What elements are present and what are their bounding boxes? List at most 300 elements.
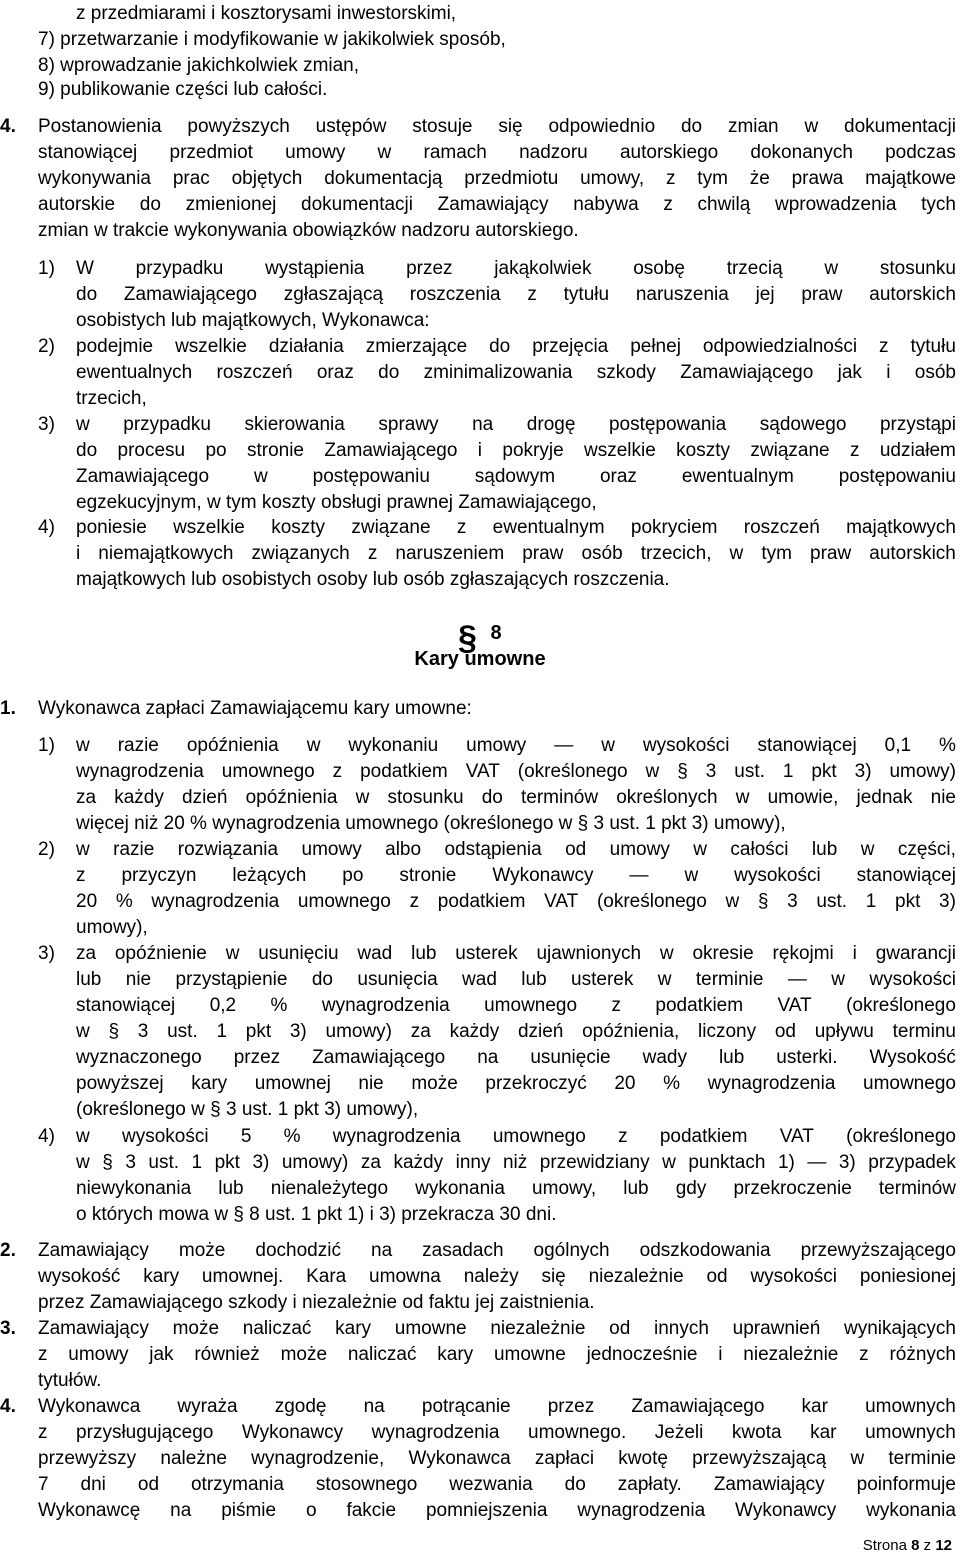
word: Kara — [306, 1266, 347, 1287]
word: punktach — [688, 1152, 766, 1173]
word: w — [76, 414, 90, 435]
text-line — [76, 1045, 956, 1071]
word: wysokości — [869, 969, 956, 990]
text-line — [38, 1472, 956, 1498]
word: dzień — [182, 787, 228, 808]
word: umownego — [863, 1073, 956, 1094]
text-line: trzecich, — [76, 388, 147, 409]
item-number: 2) — [38, 336, 55, 357]
word: 1 — [191, 1152, 203, 1173]
word: autorskich — [869, 284, 956, 305]
word: w — [659, 943, 674, 964]
word: autorskich — [869, 543, 956, 564]
word: naruszeniem — [395, 543, 505, 564]
word: wszelkie — [584, 440, 656, 461]
word: tym — [697, 168, 728, 189]
word: postępowania — [608, 414, 727, 435]
word: Wykonawcę — [38, 1500, 141, 1521]
word: w — [824, 258, 839, 279]
word: związane — [351, 517, 431, 538]
word: zmienionej — [185, 194, 277, 215]
word: umowy, — [532, 1178, 597, 1199]
word: wysokości — [121, 1126, 209, 1147]
word: roszczeń — [216, 362, 293, 383]
word: ust. — [148, 1152, 180, 1173]
text-line — [38, 1446, 956, 1472]
word: 3 — [137, 1021, 149, 1042]
word: na — [170, 1500, 192, 1521]
word: ujawnionych — [536, 943, 642, 964]
word: wad — [357, 943, 393, 964]
word: wysokość — [38, 1266, 121, 1287]
word: wynagrodzenia — [76, 761, 204, 782]
word: pkt — [214, 1152, 240, 1173]
word: poniesie — [76, 517, 147, 538]
word: upływu — [814, 1021, 874, 1042]
word: w — [601, 735, 615, 756]
word: dochodzić — [255, 1240, 341, 1261]
word: umowy — [285, 142, 346, 163]
item-number: 4) — [38, 1126, 55, 1147]
word: jednocześnie — [586, 1344, 698, 1365]
word: wezwania — [449, 1474, 533, 1495]
word: może — [178, 1240, 226, 1261]
word: VAT — [777, 995, 812, 1016]
word: Zamawiający — [38, 1240, 149, 1261]
word: umowy) — [281, 1152, 349, 1173]
word: gwarancji — [875, 943, 956, 964]
text-line — [38, 1264, 956, 1290]
word: lub — [811, 839, 838, 860]
word: dokonanych — [750, 142, 853, 163]
word: wynagrodzenia — [371, 1422, 500, 1443]
word: terminów — [878, 1178, 956, 1199]
word: z — [367, 543, 378, 564]
word: podatkiem — [360, 761, 448, 782]
word: szkody — [596, 362, 656, 383]
item-number: 4) — [38, 517, 55, 538]
word: od — [706, 1266, 728, 1287]
word: VAT — [779, 1126, 814, 1147]
word: roszczenia — [409, 284, 501, 305]
text-line: więcej niż 20 % wynagrodzenia umownego (określonego w § 3 ust. 1 pkt 3) umowy), — [76, 813, 786, 834]
word: Wysokość — [869, 1047, 956, 1068]
word: od — [774, 1021, 796, 1042]
footer-of: z — [923, 1537, 932, 1554]
word: stronie — [399, 865, 457, 886]
word: przypadku — [123, 414, 211, 435]
word: nabywa — [573, 194, 639, 215]
word: 1 — [782, 761, 794, 782]
word: wysokości — [750, 1266, 838, 1287]
text-line: egzekucyjnym, w tym koszty obsługi prawnej Zamawiającego, — [76, 492, 597, 513]
word: w — [355, 787, 370, 808]
word: Zamawiający — [437, 194, 549, 215]
word: z — [38, 1422, 48, 1443]
text-line — [76, 464, 956, 490]
word: rękojmi — [772, 943, 834, 964]
word: stronie — [246, 440, 304, 461]
word: ustępów — [315, 116, 387, 137]
word: i — [76, 543, 81, 564]
word: umownego. — [528, 1422, 627, 1443]
word: całości — [730, 839, 789, 860]
word: prawa — [791, 168, 844, 189]
word: naruszenia — [635, 284, 729, 305]
word: 5 — [240, 1126, 252, 1147]
word: umowne — [394, 1318, 467, 1339]
word: § — [102, 1152, 113, 1173]
word: postępowaniu — [838, 466, 956, 487]
word: w — [860, 839, 875, 860]
word: od — [137, 1474, 160, 1495]
word: z — [849, 440, 860, 461]
word: w — [76, 1021, 90, 1042]
word: postępowaniu — [312, 466, 430, 487]
word: wszelkie — [175, 336, 247, 357]
text-line — [38, 1316, 956, 1342]
word: 3) — [939, 891, 956, 912]
word: przyczyn — [121, 865, 197, 886]
word: umowy — [301, 839, 362, 860]
word: do — [680, 116, 703, 137]
word: w — [662, 1152, 676, 1173]
word: terminie — [695, 969, 764, 990]
word: praw — [810, 543, 852, 564]
word: — — [807, 1152, 827, 1173]
word: zapłaci — [534, 1448, 595, 1469]
word: do — [311, 969, 333, 990]
word: Postanowienia — [38, 116, 162, 137]
text-line — [38, 166, 956, 192]
word: jednak — [856, 787, 913, 808]
text-line: zmian w trakcie wykonywania obowiązków nadzoru autorskiego. — [38, 220, 579, 241]
text-line — [76, 256, 956, 282]
text-line — [76, 967, 956, 993]
word: opóźnienie — [114, 943, 207, 964]
text-line — [76, 1150, 956, 1176]
word: umowy — [466, 735, 527, 756]
word: tytułu — [563, 284, 610, 305]
word: umownego — [484, 995, 578, 1016]
word: umowna — [369, 1266, 441, 1287]
word: Zamawiający — [38, 1318, 149, 1339]
word: kar — [810, 1422, 837, 1443]
text-line — [38, 1238, 956, 1264]
word: — — [554, 735, 574, 756]
word: każdy — [449, 1021, 500, 1042]
word: do — [489, 336, 511, 357]
word: wynagrodzenia — [321, 995, 450, 1016]
word: umownego — [297, 891, 391, 912]
word: usunięcia — [357, 969, 438, 990]
word: potrącanie — [421, 1396, 511, 1417]
word: majątkowe — [865, 168, 956, 189]
word: autorskie — [38, 194, 116, 215]
text-line — [38, 192, 956, 218]
word: dokumentacji — [301, 194, 413, 215]
word: Jeżeli — [654, 1422, 704, 1443]
word: Zamawiającego — [123, 284, 257, 305]
word: wysokości — [642, 735, 730, 756]
word: umownych — [865, 1422, 956, 1443]
item-number: 2) — [38, 839, 55, 860]
word: w — [306, 735, 321, 756]
text-line — [76, 993, 956, 1019]
word: Wykonawca — [38, 1396, 141, 1417]
word: do — [378, 362, 400, 383]
word: sprawy — [378, 414, 439, 435]
word: również — [194, 1344, 260, 1365]
word: w — [76, 1152, 90, 1173]
word: wszelkie — [173, 517, 245, 538]
word: wady — [642, 1047, 687, 1068]
word: lub — [411, 943, 437, 964]
word: umowie, — [767, 787, 839, 808]
word: dokumentacją — [324, 168, 443, 189]
word: 1 — [865, 891, 877, 912]
word: po — [342, 865, 364, 886]
word: razie — [113, 839, 155, 860]
word: Zamawiającego — [631, 1396, 765, 1417]
word: nie — [125, 969, 152, 990]
word: kary — [191, 1073, 228, 1094]
word: umowy, — [580, 168, 645, 189]
word: koszty — [676, 440, 731, 461]
word: przewyższy — [38, 1448, 137, 1469]
word: prac — [172, 168, 210, 189]
word: jak — [149, 1344, 174, 1365]
word: w — [850, 1448, 865, 1469]
word: % — [115, 891, 133, 912]
word: nie — [358, 1073, 384, 1094]
section-title: Kary umowne — [414, 648, 546, 670]
word: przez — [406, 258, 453, 279]
word: dokumentacji — [844, 116, 956, 137]
word: roszczeń — [743, 517, 820, 538]
word: 0,2 — [209, 995, 237, 1016]
text-line — [76, 759, 956, 785]
word: objętych — [231, 168, 303, 189]
word: zmierzające — [365, 336, 468, 357]
word: — — [629, 865, 649, 886]
text-line — [38, 1342, 956, 1368]
word: przekroczenie — [733, 1178, 852, 1199]
word: wyznaczonego — [76, 1047, 202, 1068]
word: podejmie — [76, 336, 154, 357]
word: do — [564, 1474, 586, 1495]
word: nadzoru — [519, 142, 588, 163]
word: należy — [463, 1266, 519, 1287]
word: z — [879, 336, 889, 357]
word: zgodę — [274, 1396, 327, 1417]
word: poniesionej — [859, 1266, 956, 1287]
word: umowy) — [325, 1021, 393, 1042]
text-line — [38, 114, 956, 140]
word: majątkowych — [846, 517, 956, 538]
list-item: 9) publikowanie części lub całości. — [38, 79, 328, 100]
word: się — [498, 116, 523, 137]
word: opóźnienia — [245, 787, 338, 808]
word: wynikających — [844, 1318, 956, 1339]
word: w — [253, 466, 268, 487]
word: stosuje — [412, 116, 473, 137]
word: jak — [837, 362, 862, 383]
word: wynagrodzenia — [332, 1126, 461, 1147]
text-line — [76, 941, 956, 967]
text-line: z przedmiarami i kosztorysami inwestorskimi, — [76, 3, 457, 24]
word: związanych — [251, 543, 350, 564]
word: z — [76, 865, 86, 886]
word: (określonego — [596, 891, 707, 912]
word: i — [852, 943, 857, 964]
word: Wykonawcy — [492, 865, 594, 886]
word: § — [108, 1021, 120, 1042]
word: (określonego — [517, 761, 628, 782]
word: ramach — [423, 142, 487, 163]
word: może — [411, 1073, 458, 1094]
word: pokryje — [502, 440, 564, 461]
text-line — [76, 438, 956, 464]
word: podatkiem — [655, 995, 744, 1016]
word: po — [205, 440, 227, 461]
word: udziałem — [879, 440, 956, 461]
word: procesu — [117, 440, 186, 461]
word: 3) — [838, 1152, 856, 1173]
word: osób — [914, 362, 956, 383]
word: w — [804, 116, 819, 137]
footer-total: 12 — [935, 1537, 952, 1554]
word: powyższej — [76, 1073, 164, 1094]
word: ust. — [167, 1021, 198, 1042]
text-line — [76, 1071, 956, 1097]
word: umowy — [609, 839, 670, 860]
word: nie — [930, 787, 956, 808]
word: kary — [335, 1318, 372, 1339]
word: odpowiedzialności — [702, 336, 858, 357]
word: 3 — [787, 891, 798, 912]
text-line — [76, 837, 956, 863]
word: usterki. — [776, 1047, 838, 1068]
word: % — [663, 1073, 680, 1094]
word: w — [725, 891, 740, 912]
word: (określonego — [846, 995, 956, 1016]
word: z — [663, 194, 673, 215]
word: pomniejszenia — [425, 1500, 548, 1521]
word: umownej. — [201, 1266, 284, 1287]
word: przedmiotu — [464, 168, 559, 189]
text-line — [38, 1394, 956, 1420]
list-item: 7) przetwarzanie i modyfikowanie w jakikolwiek sposób, — [38, 29, 506, 50]
text-line — [38, 1498, 956, 1524]
word: piśmie — [221, 1500, 277, 1521]
word: gdy — [675, 1178, 707, 1199]
word: kwota — [731, 1422, 782, 1443]
word: % — [270, 995, 288, 1016]
word: terminu — [892, 1021, 956, 1042]
word: zminimalizowania — [423, 362, 573, 383]
word: w — [693, 839, 707, 860]
word: określonych — [616, 787, 718, 808]
word: w — [645, 761, 660, 782]
word: przekroczyć — [485, 1073, 587, 1094]
word: z — [618, 1126, 628, 1147]
word: oraz — [316, 362, 354, 383]
word: ewentualnym — [681, 466, 794, 487]
word: w — [377, 142, 392, 163]
word: 20 — [614, 1073, 636, 1094]
word: terminie — [888, 1448, 956, 1469]
paragraph-text: Wykonawca zapłaci Zamawiającemu kary umowne: — [38, 698, 472, 719]
word: stosunku — [879, 258, 956, 279]
section-number: 8 — [490, 622, 502, 644]
word: przewyższającego — [800, 1240, 956, 1261]
word: § — [757, 891, 769, 912]
word: w — [225, 943, 240, 964]
word: umownego — [492, 1126, 586, 1147]
word: Wykonawcy — [241, 1422, 344, 1443]
word: stanowiącej — [76, 995, 176, 1016]
word: 20 — [76, 891, 98, 912]
word: wykonania — [415, 1178, 505, 1199]
text-line — [76, 1124, 956, 1150]
word: może — [280, 1344, 328, 1365]
word: w — [76, 735, 90, 756]
svg-text:§: § — [458, 619, 477, 657]
text-line: majątkowych lub osobistych osoby lub osób zgłaszających roszczenia. — [76, 569, 670, 590]
word: stanowiącej — [38, 142, 138, 163]
word: umowne — [493, 1344, 566, 1365]
word: pkt — [811, 761, 837, 782]
word: ust. — [734, 761, 765, 782]
text-line — [76, 412, 956, 438]
word: umownych — [865, 1396, 956, 1417]
word: w — [76, 1126, 90, 1147]
word: lub — [623, 1178, 649, 1199]
word: przypadek — [868, 1152, 956, 1173]
word: 1 — [216, 1021, 228, 1042]
word: Zamawiającego — [312, 1047, 446, 1068]
text-line — [76, 541, 956, 567]
word: na — [472, 414, 494, 435]
word: leżących — [232, 865, 307, 886]
word: niż — [502, 1152, 528, 1173]
word: wynagrodzenia — [577, 1500, 706, 1521]
word: z — [332, 761, 343, 782]
word: otrzymania — [190, 1474, 284, 1495]
word: w — [831, 969, 845, 990]
word: W — [76, 258, 94, 279]
word: do — [481, 787, 503, 808]
word: zgłaszającą — [283, 284, 384, 305]
word: wysokości — [734, 865, 821, 886]
word: lub — [521, 969, 547, 990]
word: Wykonawca — [408, 1448, 511, 1469]
text-line: o których mowa w § 8 ust. 1 pkt 1) i 3) przekracza 30 dni. — [76, 1204, 557, 1225]
paragraph-number: 1. — [0, 698, 16, 719]
word: przez — [233, 1047, 281, 1068]
word: i — [886, 362, 891, 383]
footer-label: Strona — [862, 1537, 907, 1554]
word: z — [409, 891, 420, 912]
word: opóźnienia, — [582, 1021, 680, 1042]
word: — — [787, 969, 807, 990]
word: chwilą — [697, 194, 751, 215]
word: każdy — [114, 787, 164, 808]
item-number: 4. — [0, 1396, 16, 1417]
word: naliczać — [347, 1344, 417, 1365]
word: z — [38, 1344, 48, 1365]
